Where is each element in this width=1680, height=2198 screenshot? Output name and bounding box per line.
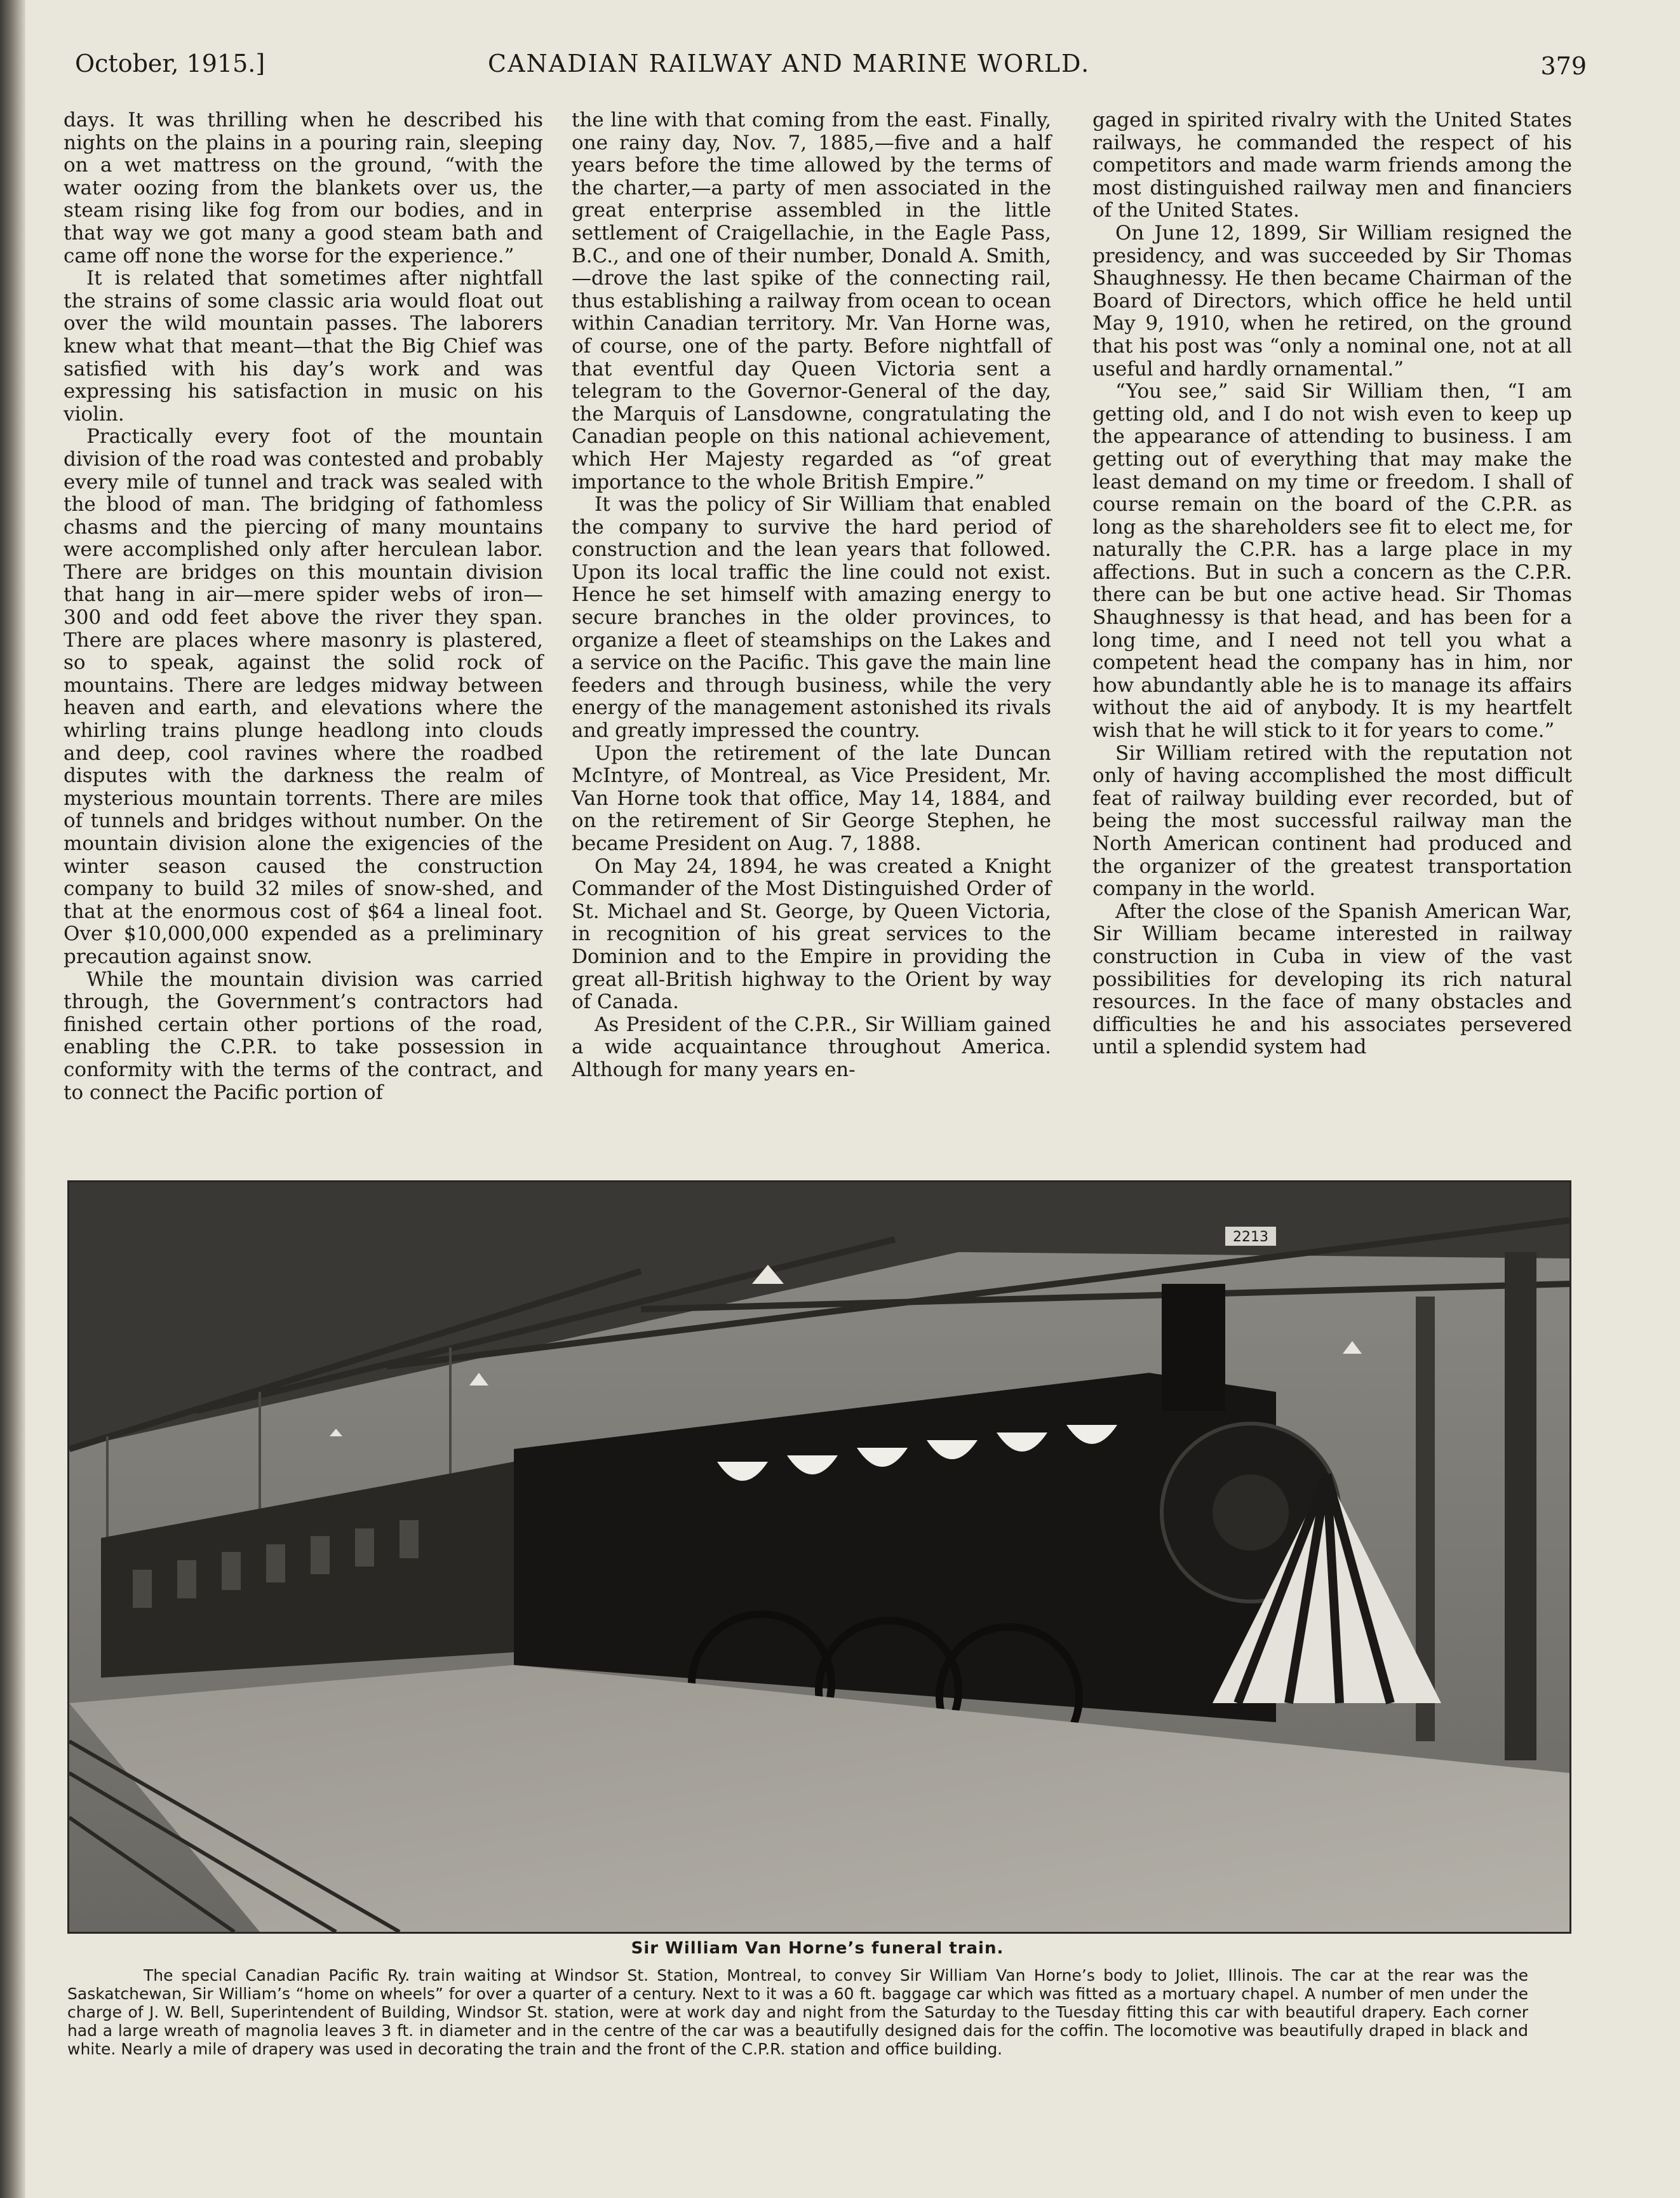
paragraph: Practically every foot of the mountain division of the road was contested and probably every mile of tunnel and track was sealed with the blood of man. The bridging of fathomless chasms and the piercing of many mountains were accomplished only after herculean labor. There are bridges on this mountain division that hang in air—mere spider webs of iron—300 and odd feet above the river they span. There are places where masonry is plastered, so to speak, against the solid rock of mountains. There are ledges midway between heaven and earth, and elevations where the whirling trains plunge headlong into clouds and deep, cool ravines where the roadbed disputes with the darkness the realm of mysterious mountain torrents. There are miles of tunnels and bridges without number. On the mountain division alone the exigencies of the winter season caused the construction company to build 32 miles of snow-shed, and that at the enormous cost of $64 a lineal foot. Over $10,000,000 expended as a preliminary precaution against snow.	[64, 425, 543, 968]
article-column-2	[572, 109, 1051, 1082]
issue-date: October, 1915.]	[75, 50, 265, 78]
paragraph: It is related that sometimes after nightfall the strains of some classic aria would float out over the wild mountain passes. The laborers knew what that meant—that the Big Chief was satisfied with his day’s work and was expressing his satisfaction in music on his violin.	[64, 267, 543, 426]
paragraph: On June 12, 1899, Sir William resigned the presidency, and was succeeded by Sir Thomas Shaughnessy. He then became Chairman of the Board of Directors, which office he held until May 9, 1910, when he retired, on the ground that his post was “only a nominal one, not at all useful and hardly ornamental.”	[1092, 221, 1572, 381]
paragraph: It was the policy of Sir William that enabled the company to survive the hard period of construction and the lean years that followed. Upon its local traffic the line could not exist. Hence he set himself with amazing energy to secure branches in the older provinces, to organize a fleet of steamships on the Lakes and a service on the Pacific. This gave the main line feeders and through business, while the very energy of the management astonished its rivals and greatly impressed the country.	[572, 493, 1051, 743]
photo-caption-title: Sir William Van Horne’s funeral train.	[631, 1939, 1004, 1958]
train-station-illustration	[69, 1182, 1569, 1932]
running-header	[75, 50, 1587, 88]
paragraph: “You see,” said Sir William then, “I am getting old, and I do not wish even to keep up the appearance of attending to business. I am getting out of everything that may make the least demand on my time or freedom. I shall of course remain on the board of the C.P.R. as long as the shareholders see fit to elect me, for naturally the C.P.R. has a large place in my affections. But in such a concern as the C.P.R. there can be but one active head. Sir Thomas Shaughnessy is that head, and has been for a long time, and I need not tell you what a competent head the company has in him, nor how abundantly able he is to manage its affairs without the aid of anybody. It is my heartfelt wish that he will stick to it for years to come.”	[1092, 380, 1572, 743]
paragraph: the line with that coming from the east. Finally, one rainy day, Nov. 7, 1885,—five and a half years before the time allowed by the terms of the charter,—a party of men associated in the great enterprise assembled in the little settlement of Craigellachie, in the Eagle Pass, B.C., and one of their number, Donald A. Smith,—drove the last spike of the connecting rail, thus establishing a railway from ocean to ocean within Canadian territory. Mr. Van Horne was, of course, one of the party. Before nightfall of that eventful day Queen Victoria sent a telegram to the Governor-General of the day, the Marquis of Lansdowne, congratulating the Canadian people on this national achievement, which Her Majesty regarded as “of great importance to the whole British Empire.”	[572, 109, 1051, 494]
paragraph: days. It was thrilling when he described his nights on the plains in a pouring rain, sleeping on a wet mattress on the ground, “with the water oozing from the blankets over us, the steam rising like fog from our bodies, and in that way we got many a good steam bath and came off none the worse for the experience.”	[64, 109, 543, 267]
article-column-1	[64, 109, 543, 1104]
paragraph: Sir William retired with the reputation not only of having accomplished the most difficult feat of railway building ever recorded, but of being the most successful railway man the North American continent had produced and the organizer of the greatest transportation company in the world.	[1092, 741, 1572, 901]
paragraph: On May 24, 1894, he was created a Knight Commander of the Most Distinguished Order of St. Michael and St. George, by Queen Victoria, in recognition of his great services to the Dominion and to the Empire in providing the great all-British highway to the Orient by way of Canada.	[572, 854, 1051, 1014]
page-number: 379	[1540, 52, 1587, 80]
paragraph: While the mountain division was carried through, the Government’s contractors had finished certain other portions of the road, enabling the C.P.R. to take possession in conformity with the terms of the contract, and to connect the Pacific portion of	[64, 968, 543, 1104]
paragraph: Upon the retirement of the late Duncan McIntyre, of Montreal, as Vice President, Mr. Van Horne took that office, May 14, 1884, and on the retirement of Sir George Stephen, he became President on Aug. 7, 1888.	[572, 741, 1051, 855]
journal-title: CANADIAN RAILWAY AND MARINE WORLD.	[488, 50, 1091, 78]
paragraph: After the close of the Spanish American War, Sir William became interested in railway construction in Cuba in view of the vast possibilities for developing its rich natural resources. In the face of many obstacles and difficulties he and his associates persevered until a splendid system had	[1092, 900, 1572, 1059]
funeral-train-photograph	[67, 1180, 1571, 1934]
paragraph: As President of the C.P.R., Sir William gained a wide acquaintance throughout America. Although for many years en-	[572, 1013, 1051, 1081]
photo-caption-text: The special Canadian Pacific Ry. train waiting at Windsor St. Station, Montreal, to convey Sir William Van Horne’s body to Joliet, Illinois. The car at the rear was the Saskatchewan, Sir William’s “home on wheels” for over a quarter of a century. Next to it was a 60 ft. baggage car which was fitted as a mortuary chapel. A number of men under the charge of J. W. Bell, Superintendent of Building, Windsor St. station, were at work day and night from the Saturday to the Tuesday fitting this car with beautiful drapery. Each corner had a large wreath of magnolia leaves 3 ft. in diameter and in the centre of the car was a beautifully designed dais for the coffin. The locomotive was beautifully draped in black and white. Nearly a mile of drapery was used in decorating the train and the front of the C.P.R. station and office building.	[67, 1966, 1528, 2058]
paragraph: gaged in spirited rivalry with the United States railways, he commanded the respect of his competitors and made warm friends among the most distinguished railway men and financiers of the United States.	[1092, 109, 1572, 222]
article-column-3	[1092, 109, 1572, 1059]
page-binding-shadow	[0, 0, 25, 2198]
locomotive-number-plate: 2213	[1233, 1229, 1268, 1245]
